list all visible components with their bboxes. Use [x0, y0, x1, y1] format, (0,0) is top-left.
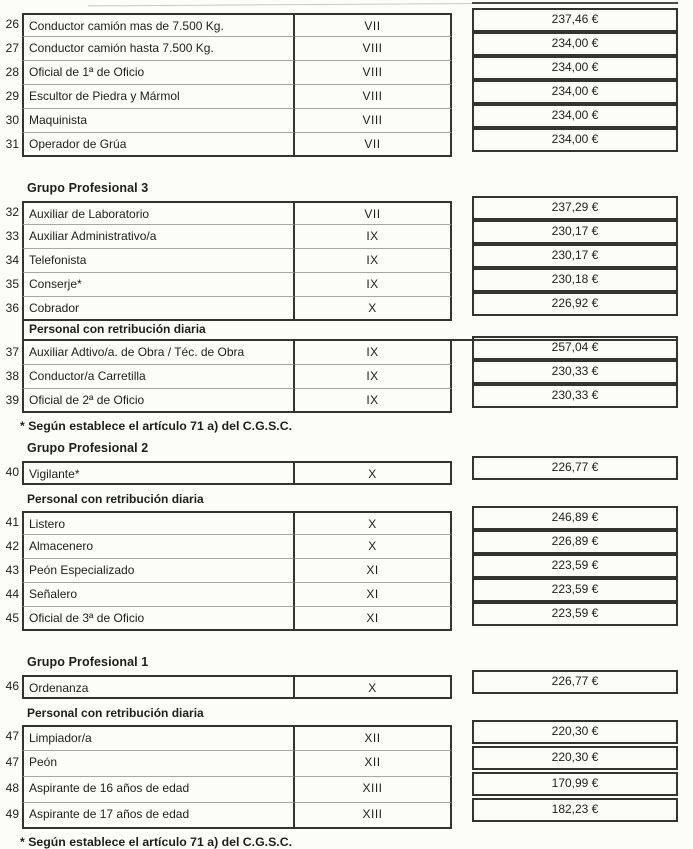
category-cell: VIII: [295, 61, 452, 85]
price-cell: 234,00 €: [472, 104, 678, 128]
daily-retribution-label: Personal con retribución diaria: [27, 706, 204, 720]
price-cell: 230,17 €: [472, 244, 678, 268]
table-segment: [0, 201, 693, 321]
price-cell: 182,23 €: [472, 798, 678, 822]
job-title-cell: Conserje*: [22, 273, 295, 297]
category-cell: X: [295, 297, 452, 321]
table-block: [0, 675, 693, 699]
group-heading: Grupo Profesional 3: [27, 181, 149, 195]
job-title-cell: Operador de Grúa: [22, 133, 295, 157]
price-cell: 223,59 €: [472, 578, 678, 602]
price-cell: 226,92 €: [472, 292, 678, 316]
job-title-cell: Cobrador: [22, 297, 295, 321]
table-segment: [0, 725, 693, 829]
price-cell: 170,99 €: [472, 772, 678, 796]
job-title-cell: Oficial de 1ª de Oficio: [22, 61, 295, 85]
category-cell: VIII: [295, 109, 452, 133]
category-cell: XI: [295, 583, 452, 607]
table-row: [0, 297, 693, 321]
price-cell: 230,33 €: [472, 384, 678, 408]
salary-table-document: [0, 13, 693, 849]
row-number: 28: [5, 65, 19, 79]
group-heading: Grupo Profesional 1: [27, 655, 149, 669]
category-cell: VII: [295, 201, 452, 225]
row-number: 41: [5, 515, 19, 529]
table-segment: [0, 341, 693, 413]
row-number: 39: [5, 393, 19, 407]
price-cell: 223,59 €: [472, 554, 678, 578]
footnote: * Según establece el artículo 71 a) del C.G.S.C.: [20, 419, 292, 433]
job-title-cell: Telefonista: [22, 249, 295, 273]
table-row: [0, 675, 693, 699]
category-cell: VIII: [295, 85, 452, 109]
daily-retribution-label: Personal con retribución diaria: [22, 321, 452, 341]
category-cell: XIII: [295, 777, 452, 803]
row-number: 37: [5, 345, 19, 359]
table-row: [0, 133, 693, 157]
row-number: 26: [5, 17, 19, 31]
row-number: 30: [5, 113, 19, 127]
price-cell: 234,00 €: [472, 80, 678, 104]
daily-retribution-label: Personal con retribución diaria: [27, 492, 204, 506]
table-segment: [0, 675, 693, 699]
category-cell: X: [295, 511, 452, 535]
price-cell: 234,00 €: [472, 56, 678, 80]
job-title-cell: Auxiliar Administrativo/a: [22, 225, 295, 249]
row-number: 40: [5, 465, 19, 479]
price-cell: 226,77 €: [472, 456, 678, 480]
price-cell: 220,30 €: [472, 746, 678, 770]
row-number: 46: [5, 679, 19, 693]
price-cell: 246,89 €: [472, 506, 678, 530]
category-cell: IX: [295, 249, 452, 273]
price-cell: 234,00 €: [472, 32, 678, 56]
row-number: 27: [5, 41, 19, 55]
job-title-cell: Maquinista: [22, 109, 295, 133]
job-title-cell: Escultor de Piedra y Mármol: [22, 85, 295, 109]
row-number: 47: [5, 755, 19, 769]
row-number: 45: [5, 611, 19, 625]
category-cell: IX: [295, 389, 452, 413]
row-number: 48: [5, 781, 19, 795]
table-block: [0, 13, 693, 157]
row-number: 29: [5, 89, 19, 103]
row-number: 32: [5, 205, 19, 219]
job-title-cell: Conductor camión mas de 7.500 Kg.: [22, 13, 295, 37]
category-cell: VII: [295, 13, 452, 37]
category-cell: XII: [295, 725, 452, 751]
category-cell: XI: [295, 559, 452, 583]
job-title-cell: Ordenanza: [22, 675, 295, 699]
category-cell: IX: [295, 225, 452, 249]
row-number: 33: [5, 229, 19, 243]
table-block: [0, 511, 693, 631]
price-cell: 237,46 €: [472, 8, 678, 32]
category-cell: IX: [295, 365, 452, 389]
row-number: 36: [5, 301, 19, 315]
row-number: 31: [5, 137, 19, 151]
table-block: [0, 201, 693, 413]
price-cell: 230,33 €: [472, 360, 678, 384]
table-row: [0, 607, 693, 631]
row-number: 49: [5, 807, 19, 821]
table-row: [0, 389, 693, 413]
job-title-cell: Almacenero: [22, 535, 295, 559]
price-cell: 223,59 €: [472, 602, 678, 626]
job-title-cell: Conductor camión hasta 7.500 Kg.: [22, 37, 295, 61]
job-title-cell: Listero: [22, 511, 295, 535]
table-block: [0, 725, 693, 829]
table-segment: [0, 511, 693, 631]
category-cell: IX: [295, 273, 452, 297]
row-number: 35: [5, 277, 19, 291]
table-block: [0, 461, 693, 485]
job-title-cell: Vigilante*: [22, 461, 295, 485]
row-number: 44: [5, 587, 19, 601]
job-title-cell: Oficial de 2ª de Oficio: [22, 389, 295, 413]
table-segment: [0, 461, 693, 485]
category-cell: VIII: [295, 37, 452, 61]
category-cell: IX: [295, 341, 452, 365]
category-cell: X: [295, 461, 452, 485]
job-title-cell: Auxiliar de Laboratorio: [22, 201, 295, 225]
category-cell: VII: [295, 133, 452, 157]
category-cell: X: [295, 675, 452, 699]
category-cell: XIII: [295, 803, 452, 829]
group-heading: Grupo Profesional 2: [27, 441, 149, 455]
category-cell: XI: [295, 607, 452, 631]
job-title-cell: Aspirante de 16 años de edad: [22, 777, 295, 803]
row-number-spacer: [0, 321, 22, 341]
table-row: [0, 803, 693, 829]
row-number: 42: [5, 539, 19, 553]
price-cell: 226,77 €: [472, 670, 678, 694]
price-cell: 220,30 €: [472, 720, 678, 744]
price-cell: 230,18 €: [472, 268, 678, 292]
job-title-cell: Señalero: [22, 583, 295, 607]
price-cell: 234,00 €: [472, 128, 678, 152]
job-title-cell: Peón: [22, 751, 295, 777]
scan-artifact-previous-row-border: [472, 2, 678, 4]
category-cell: XII: [295, 751, 452, 777]
job-title-cell: Peón Especializado: [22, 559, 295, 583]
footnote: * Según establece el artículo 71 a) del C.G.S.C.: [20, 835, 292, 849]
price-cell: 237,29 €: [472, 196, 678, 220]
row-number: 43: [5, 563, 19, 577]
row-number: 47: [5, 729, 19, 743]
row-number: 34: [5, 253, 19, 267]
price-cell: 226,89 €: [472, 530, 678, 554]
price-cell: 257,04 €: [472, 336, 678, 360]
category-cell: X: [295, 535, 452, 559]
table-segment: [0, 13, 693, 157]
price-cell: 230,17 €: [472, 220, 678, 244]
table-row: [0, 461, 693, 485]
job-title-cell: Limpiador/a: [22, 725, 295, 751]
job-title-cell: Conductor/a Carretilla: [22, 365, 295, 389]
job-title-cell: Oficial de 3ª de Oficio: [22, 607, 295, 631]
job-title-cell: Aspirante de 17 años de edad: [22, 803, 295, 829]
job-title-cell: Auxiliar Adtivo/a. de Obra / Téc. de Obra: [22, 341, 295, 365]
row-number: 38: [5, 369, 19, 383]
